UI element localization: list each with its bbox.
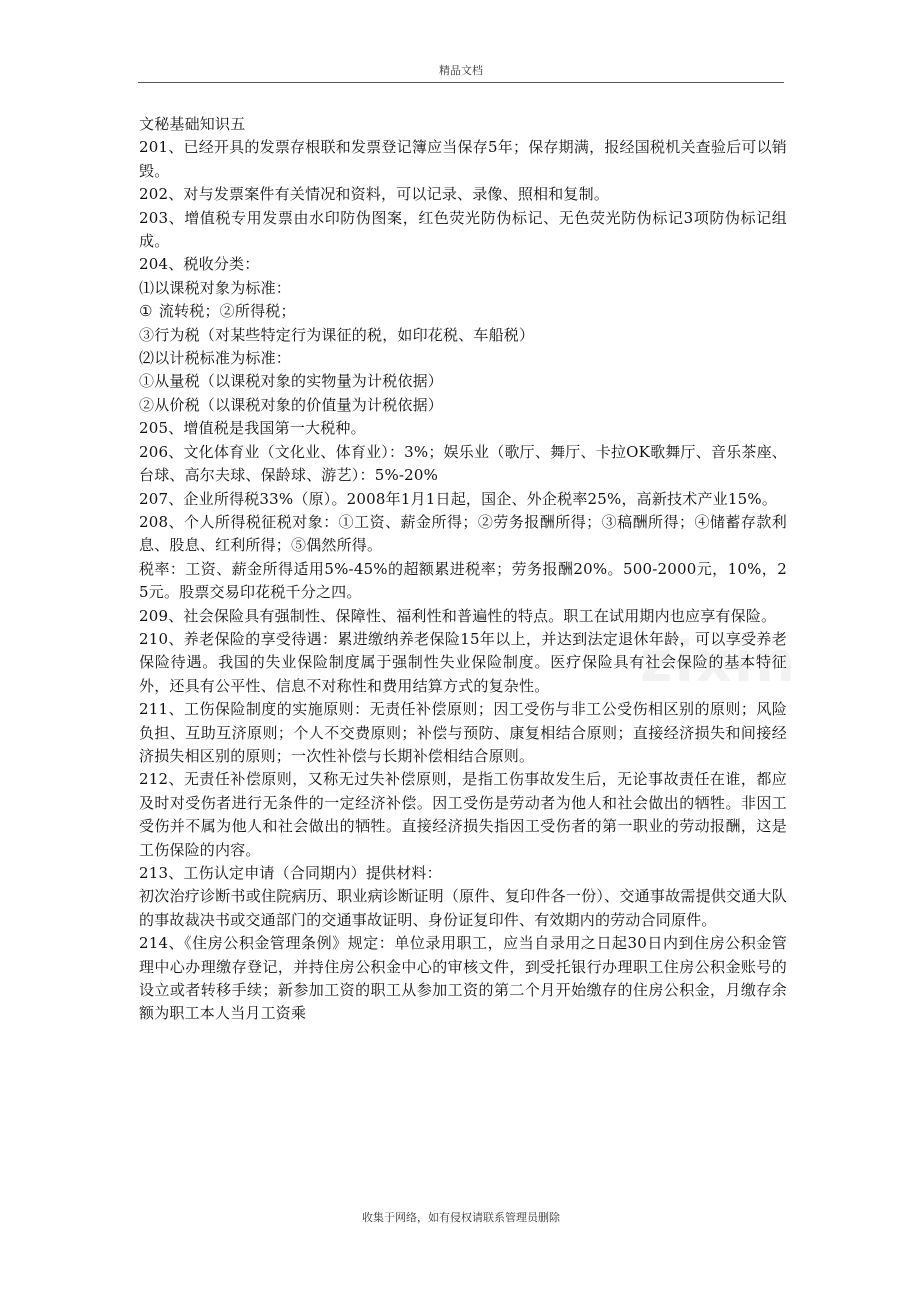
paragraph: 209、社会保险具有强制性、保障性、福利性和普遍性的特点。职工在试用期内也应享有保险。 (139, 606, 777, 625)
paragraph: ⑴以课税对象为标准： (139, 278, 292, 297)
paragraph-list (139, 136, 787, 1025)
paragraph: ① 流转税；②所得税； (139, 302, 296, 321)
paragraph: 203、增值税专用发票由水印防伪图案，红色荧光防伪标记、无色荧光防伪标记3项防伪标记组成。 (139, 208, 787, 251)
paragraph: 208、个人所得税征税对象：①工资、薪金所得；②劳务报酬所得；③稿酬所得；④储蓄存款利息、股息、红利所得；⑤偶然所得。 (139, 512, 787, 555)
page-footer: 收集于网络，如有侵权请联系管理员删除 (362, 1211, 560, 1224)
document-body (139, 113, 787, 1026)
paragraph: 初次治疗诊断书或住院病历、职业病诊断证明（原件、复印件各一份）、交通事故需提供交通大队的事故裁决书或交通部门的交通事故证明、身份证复印件、有效期内的劳动合同原件。 (139, 887, 787, 929)
paragraph: 201、已经开具的发票存根联和发票登记簿应当保存5年；保存期满，报经国税机关查验后可以销毁。 (139, 138, 787, 180)
paragraph: 212、无责任补偿原则，又称无过失补偿原则，是指工伤事故发生后，无论事故责任在谁，都应及时对受伤者进行无条件的一定经济补偿。因工受伤是劳动者为他人和社会做出的牺牲。非因工受伤并不属为他人和社会做出的牺牲。直接经济损失指因工受伤者的第一职业的劳动报酬，这是工伤保险的内容。 (139, 770, 787, 859)
paragraph: 205、增值税是我国第一大税种。 (139, 419, 366, 438)
paragraph: 214、《住房公积金管理条例》规定：单位录用职工，应当自录用之日起30日内到住房公积金管理中心办理缴存登记，并持住房公积金中心的审核文件，到受托银行办理职工住房公积金账号的设立或者转移手续；新参加工资的职工从参加工资的第二个月开始缴存的住房公积金，月缴存余额为职工本人当月工资乘 (139, 934, 787, 1023)
header-rule (138, 82, 784, 83)
paragraph: 210、养老保险的享受待遇：累进缴纳养老保险15年以上，并达到法定退休年龄，可以享受养老保险待遇。我国的失业保险制度属于强制性失业保险制度。医疗保险具有社会保险的基本特征外，还具有公平性、信息不对称性和费用结算方式的复杂性。 (139, 629, 787, 695)
paragraph: 213、工伤认定申请（合同期内）提供材料： (139, 864, 442, 882)
paragraph: 202、对与发票案件有关情况和资料，可以记录、录像、照相和复制。 (139, 185, 610, 204)
document-title: 文秘基础知识五 (139, 115, 246, 133)
paragraph: 207、企业所得税33%（原）。2008年1月1日起，国企、外企税率25%，高新技术产业15%。 (139, 489, 778, 508)
paragraph: ②从价税（以课税对象的价值量为计税依据） (139, 395, 444, 414)
paragraph: ③行为税（对某些特定行为课征的税，如印花税、车船税） (139, 325, 535, 344)
paragraph: 204、税收分类： (139, 255, 260, 274)
paragraph: ⑵以计税标准为标准： (139, 349, 292, 368)
watermark: zixin (640, 630, 797, 695)
paragraph: 税率：工资、薪金所得适用5%-45%的超额累进税率；劳务报酬20%。500-2000元，10%，25元。股票交易印花税千分之四。 (139, 559, 787, 602)
paragraph: 206、文化体育业（文化业、体育业）：3%；娱乐业（歌厅、舞厅、卡拉OK歌舞厅、音乐茶座、台球、高尔夫球、保龄球、游艺）：5%-20% (139, 442, 787, 485)
paragraph: 211、工伤保险制度的实施原则：无责任补偿原则；因工受伤与非工公受伤相区别的原则；风险负担、互助互济原则；个人不交费原则；补偿与预防、康复相结合原则；直接经济损失和间接经济损失相区别的原则；一次性补偿与长期补偿相结合原则。 (139, 700, 787, 765)
paragraph: ①从量税（以课税对象的实物量为计税依据） (139, 372, 444, 391)
page-header: 精品文档 (439, 64, 483, 77)
